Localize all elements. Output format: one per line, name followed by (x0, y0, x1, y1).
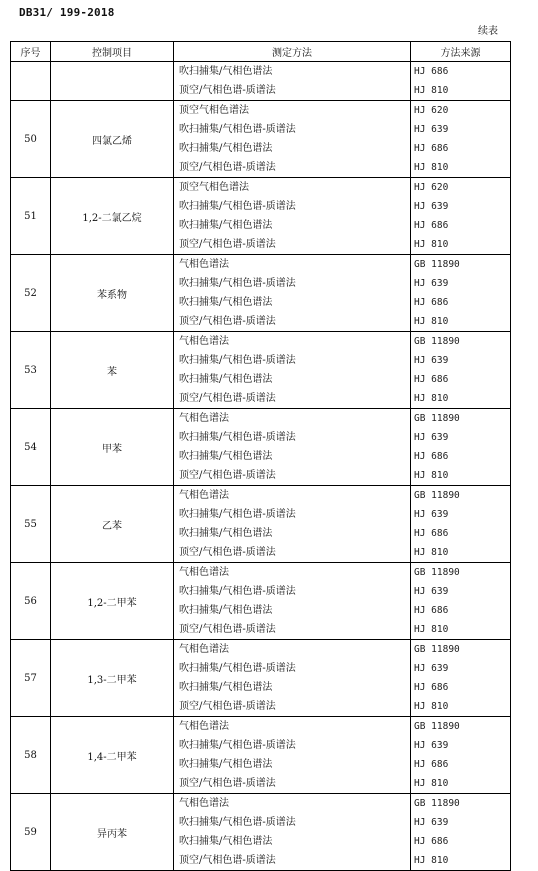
cell-methods (174, 486, 411, 563)
cell-sources (411, 794, 511, 871)
table-row (11, 332, 511, 409)
source-line: HJ 686 (414, 682, 449, 693)
method-line: 气相色谱法 (179, 798, 229, 809)
cell-methods (174, 409, 411, 486)
col-header-item: 控制项目 (51, 42, 174, 62)
cell-control-item: 1,2-二氯乙烷 (51, 178, 174, 255)
cell-sources (411, 717, 511, 794)
method-line: 顶空/气相色谱-质谱法 (179, 85, 276, 96)
source-line: HJ 810 (414, 701, 449, 712)
source-line: HJ 686 (414, 759, 449, 770)
source-line: HJ 639 (414, 817, 449, 828)
cell-methods (174, 794, 411, 871)
source-line: HJ 639 (414, 201, 449, 212)
method-line: 顶空/气相色谱-质谱法 (179, 778, 276, 789)
cell-methods (174, 717, 411, 794)
cell-control-item: 1,2-二甲苯 (51, 563, 174, 640)
cell-methods (174, 640, 411, 717)
cell-seq: 59 (11, 794, 51, 871)
source-line: HJ 686 (414, 66, 449, 77)
source-line: HJ 639 (414, 124, 449, 135)
method-line: 吹扫捕集/气相色谱-质谱法 (179, 355, 296, 366)
method-line: 吹扫捕集/气相色谱-质谱法 (179, 509, 296, 520)
table-header-row (11, 42, 511, 62)
source-line: HJ 620 (414, 105, 449, 116)
method-line: 吹扫捕集/气相色谱-质谱法 (179, 278, 296, 289)
cell-seq: 53 (11, 332, 51, 409)
method-line: 顶空/气相色谱-质谱法 (179, 162, 276, 173)
cell-seq: 51 (11, 178, 51, 255)
method-line: 吹扫捕集/气相色谱-质谱法 (179, 432, 296, 443)
method-line: 顶空/气相色谱-质谱法 (179, 393, 276, 404)
table-row (11, 101, 511, 178)
source-line: HJ 810 (414, 393, 449, 404)
method-line: 气相色谱法 (179, 644, 229, 655)
method-line: 吹扫捕集/气相色谱法 (179, 374, 273, 385)
cell-seq (11, 62, 51, 101)
cell-seq: 54 (11, 409, 51, 486)
method-line: 气相色谱法 (179, 336, 229, 347)
cell-seq: 50 (11, 101, 51, 178)
source-line: HJ 810 (414, 316, 449, 327)
source-line: HJ 639 (414, 663, 449, 674)
method-line: 吹扫捕集/气相色谱法 (179, 66, 273, 77)
cell-sources (411, 563, 511, 640)
cell-seq: 57 (11, 640, 51, 717)
method-line: 吹扫捕集/气相色谱-质谱法 (179, 817, 296, 828)
table-row (11, 563, 511, 640)
table-row (11, 409, 511, 486)
cell-methods (174, 332, 411, 409)
cell-control-item: 甲苯 (51, 409, 174, 486)
col-header-method: 测定方法 (174, 42, 411, 62)
source-line: GB 11890 (414, 490, 460, 501)
cell-control-item: 四氯乙烯 (51, 101, 174, 178)
method-line: 吹扫捕集/气相色谱法 (179, 528, 273, 539)
cell-methods (174, 62, 411, 101)
method-line: 吹扫捕集/气相色谱法 (179, 759, 273, 770)
cell-sources (411, 332, 511, 409)
source-line: HJ 810 (414, 470, 449, 481)
table-row (11, 178, 511, 255)
cell-control-item: 1,3-二甲苯 (51, 640, 174, 717)
cell-seq: 55 (11, 486, 51, 563)
method-line: 气相色谱法 (179, 721, 229, 732)
table-row (11, 255, 511, 332)
source-line: HJ 810 (414, 85, 449, 96)
source-line: HJ 639 (414, 509, 449, 520)
method-line: 吹扫捕集/气相色谱法 (179, 682, 273, 693)
source-line: HJ 686 (414, 220, 449, 231)
cell-sources (411, 178, 511, 255)
cell-control-item: 苯 (51, 332, 174, 409)
method-line: 气相色谱法 (179, 413, 229, 424)
method-line: 吹扫捕集/气相色谱-质谱法 (179, 663, 296, 674)
method-line: 吹扫捕集/气相色谱-质谱法 (179, 201, 296, 212)
cell-sources (411, 409, 511, 486)
cell-control-item: 异丙苯 (51, 794, 174, 871)
source-line: GB 11890 (414, 567, 460, 578)
source-line: HJ 686 (414, 605, 449, 616)
source-line: HJ 686 (414, 528, 449, 539)
table-body (11, 62, 511, 871)
cell-sources (411, 255, 511, 332)
method-line: 吹扫捕集/气相色谱法 (179, 836, 273, 847)
source-line: HJ 639 (414, 355, 449, 366)
source-line: HJ 810 (414, 547, 449, 558)
cell-methods (174, 563, 411, 640)
cell-sources (411, 101, 511, 178)
cell-sources (411, 62, 511, 101)
cell-methods (174, 178, 411, 255)
method-line: 吹扫捕集/气相色谱-质谱法 (179, 740, 296, 751)
table-row (11, 640, 511, 717)
source-line: HJ 686 (414, 297, 449, 308)
method-line: 气相色谱法 (179, 567, 229, 578)
method-line: 顶空/气相色谱-质谱法 (179, 624, 276, 635)
method-line: 顶空气相色谱法 (179, 182, 249, 193)
cell-control-item (51, 62, 174, 101)
source-line: HJ 639 (414, 432, 449, 443)
methods-table (10, 41, 511, 871)
source-line: HJ 639 (414, 740, 449, 751)
cell-sources (411, 486, 511, 563)
col-header-source: 方法来源 (411, 42, 511, 62)
source-line: HJ 810 (414, 778, 449, 789)
source-line: HJ 639 (414, 586, 449, 597)
cell-methods (174, 255, 411, 332)
method-line: 顶空气相色谱法 (179, 105, 249, 116)
table-row (11, 794, 511, 871)
method-line: 吹扫捕集/气相色谱法 (179, 220, 273, 231)
source-line: HJ 620 (414, 182, 449, 193)
method-line: 吹扫捕集/气相色谱法 (179, 143, 273, 154)
cell-control-item: 乙苯 (51, 486, 174, 563)
method-line: 吹扫捕集/气相色谱-质谱法 (179, 586, 296, 597)
source-line: HJ 810 (414, 624, 449, 635)
method-line: 气相色谱法 (179, 259, 229, 270)
method-line: 顶空/气相色谱-质谱法 (179, 701, 276, 712)
cell-seq: 58 (11, 717, 51, 794)
source-line: GB 11890 (414, 798, 460, 809)
continued-label: 续表 (478, 26, 498, 37)
source-line: GB 11890 (414, 259, 460, 270)
source-line: GB 11890 (414, 336, 460, 347)
cell-seq: 56 (11, 563, 51, 640)
col-header-seq: 序号 (11, 42, 51, 62)
method-line: 顶空/气相色谱-质谱法 (179, 239, 276, 250)
method-line: 气相色谱法 (179, 490, 229, 501)
cell-control-item: 1,4-二甲苯 (51, 717, 174, 794)
method-line: 顶空/气相色谱-质谱法 (179, 316, 276, 327)
cell-control-item: 苯系物 (51, 255, 174, 332)
source-line: HJ 686 (414, 143, 449, 154)
cell-sources (411, 640, 511, 717)
cell-methods (174, 101, 411, 178)
table-row (11, 486, 511, 563)
source-line: HJ 686 (414, 374, 449, 385)
method-line: 吹扫捕集/气相色谱-质谱法 (179, 124, 296, 135)
source-line: HJ 810 (414, 239, 449, 250)
method-line: 顶空/气相色谱-质谱法 (179, 855, 276, 866)
source-line: GB 11890 (414, 721, 460, 732)
source-line: HJ 810 (414, 855, 449, 866)
cell-seq: 52 (11, 255, 51, 332)
method-line: 顶空/气相色谱-质谱法 (179, 470, 276, 481)
method-line: 吹扫捕集/气相色谱法 (179, 451, 273, 462)
source-line: GB 11890 (414, 644, 460, 655)
source-line: HJ 810 (414, 162, 449, 173)
document-code: DB31/ 199-2018 (19, 6, 115, 19)
method-line: 顶空/气相色谱-质谱法 (179, 547, 276, 558)
source-line: HJ 686 (414, 451, 449, 462)
source-line: GB 11890 (414, 413, 460, 424)
method-line: 吹扫捕集/气相色谱法 (179, 605, 273, 616)
table-row (11, 717, 511, 794)
source-line: HJ 639 (414, 278, 449, 289)
method-line: 吹扫捕集/气相色谱法 (179, 297, 273, 308)
table-row (11, 62, 511, 101)
source-line: HJ 686 (414, 836, 449, 847)
